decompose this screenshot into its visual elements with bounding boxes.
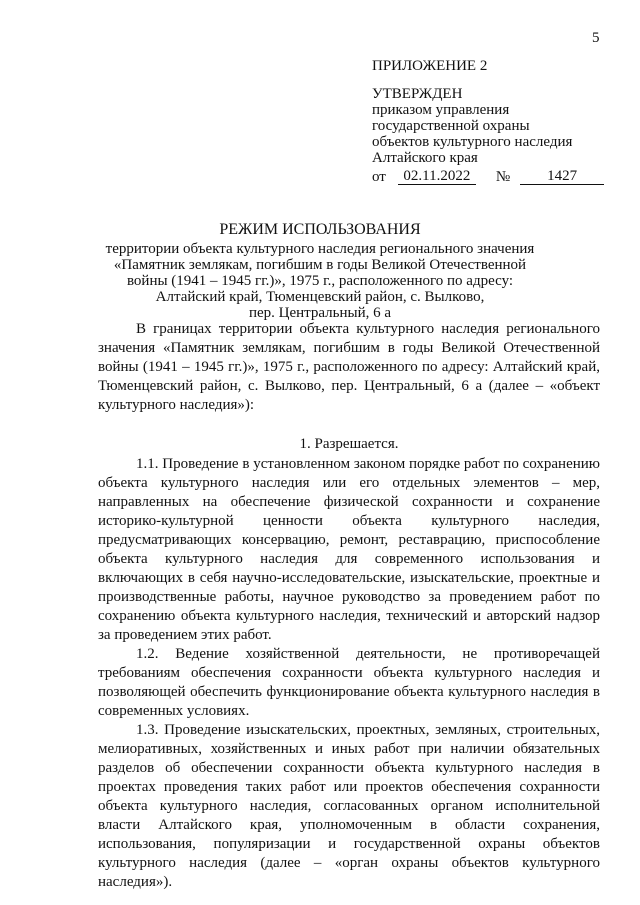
title-line: пер. Центральный, 6 а	[248, 305, 392, 321]
approval-line: объектов культурного наследия	[372, 134, 573, 150]
title-heading: РЕЖИМ ИСПОЛЬЗОВАНИЯ	[219, 221, 421, 238]
order-date-number-line	[372, 169, 622, 185]
title-line: территории объекта культурного наследия регионального значения	[105, 241, 535, 257]
approval-line: Алтайского края	[372, 150, 478, 166]
appendix-label: ПРИЛОЖЕНИЕ 2	[372, 58, 488, 74]
document-body	[98, 320, 600, 892]
clause-1-2: 1.2. Ведение хозяйственной деятельности, не противоречащей требованиям обеспечения сохранности объекта культурного наследия и позволяющей обеспечить функционирование объекта культурного наследия в современных условиях.	[98, 646, 600, 719]
number-sign: №	[495, 169, 511, 185]
title-line: «Памятник землякам, погибшим в годы Великой Отечественной	[113, 257, 527, 273]
section-heading: 1. Разрешается.	[299, 436, 399, 452]
approved-label: УТВЕРЖДЕН	[372, 86, 463, 102]
clause-1-1: 1.1. Проведение в установленном законом порядке работ по сохранению объекта культурного наследия или его отдельных элементов – мер, направленных на обеспечение физической сохранности и сохранение историко-культурной ценности объекта культурного наследия, предусматривающих консервацию, ремонт, реставрацию, приспособление объекта культурного наследия для современного использования и включающих в себя научно-исследовательские, изыскательские, проектные и производственные работы, научное руководство за проведением работ по сохранению объекта культурного наследия, технический и авторский надзор за проведением этих работ.	[98, 456, 600, 643]
appendix-block	[372, 58, 622, 185]
title-line: Алтайский край, Тюменцевский район, с. Вылково,	[155, 289, 485, 305]
order-date: 02.11.2022	[398, 169, 476, 185]
approval-line: государственной охраны	[372, 118, 530, 134]
clause-1-3: 1.3. Проведение изыскательских, проектных, земляных, строительных, мелиоративных, хозяйственных и иных работ при наличии обязательных разделов об обеспечении сохранности объекта культурного наследия в проектах проведения таких работ или проектов обеспечения сохранности объекта культурного наследия, согласованных органом исполнительной власти Алтайского края, уполномоченным в области сохранения, использования, популяризации и государственной охраны объектов культурного наследия (далее – «орган охраны объектов культурного наследия»).	[98, 722, 600, 890]
intro-paragraph: В границах территории объекта культурного наследия регионального значения «Памятник землякам, погибшим в годы Великой Отечественной войны (1941 – 1945 гг.)», 1975 г., расположенного по адресу: Алтайский край, Тюменцевский район, с. Вылково, пер. Центральный, 6 а (далее – «объект культурного наследия»):	[98, 321, 600, 413]
document-title	[80, 222, 560, 321]
approval-line: приказом управления	[372, 102, 510, 118]
from-label: от	[372, 169, 386, 185]
order-number: 1427	[520, 169, 604, 185]
title-line: войны (1941 – 1945 гг.)», 1975 г., расположенного по адресу:	[126, 273, 514, 289]
page-number: 5	[592, 30, 600, 46]
